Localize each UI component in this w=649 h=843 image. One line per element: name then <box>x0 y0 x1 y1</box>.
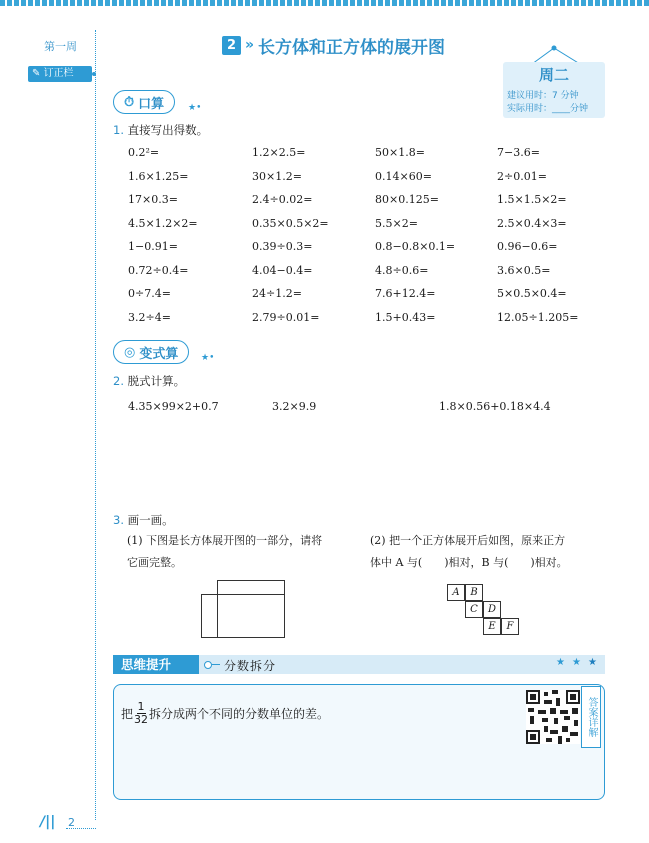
calc-item: 0.2²= <box>128 146 160 159</box>
calc-item: 0.14×60= <box>375 169 432 183</box>
calc-item: 0.35×0.5×2= <box>252 216 329 230</box>
lesson-title: 长方体和正方体的展开图 <box>258 37 446 58</box>
calc-item: 5×0.5×0.4= <box>497 287 567 300</box>
star-icon: ★ <box>556 657 565 668</box>
star-icon: ★ <box>588 657 597 668</box>
correction-column-tag: ✎ 订正栏 <box>28 66 92 82</box>
problem-prefix: 把 <box>121 707 134 721</box>
net-cell-f: F <box>501 618 519 635</box>
sub-question-2-line: (2) 把一个正方体展开后如图，原来正方 <box>370 534 566 547</box>
page-rule <box>66 828 96 829</box>
question-2-number: 2. <box>113 374 124 388</box>
week-label: 第一周 <box>44 40 77 53</box>
calc-item: 0.8−0.8×0.1= <box>375 240 456 253</box>
question-2-text: 脱式计算。 <box>127 374 186 388</box>
thinking-subtitle: 分数拆分 <box>224 659 277 673</box>
suggested-time: 建议用时：7 分钟 <box>507 91 579 101</box>
cuboid-net-top-face <box>217 580 285 595</box>
expression: 4.35×99×2+0.7 <box>128 400 219 413</box>
net-cell-d: D <box>483 601 501 618</box>
star-icon: ★• <box>188 103 202 113</box>
target-icon: ◎ <box>124 344 136 360</box>
calc-item: 80×0.125= <box>375 193 439 206</box>
expression: 1.8×0.56+0.18×4.4 <box>439 400 551 413</box>
margin-divider <box>95 30 96 820</box>
stopwatch-icon: ⏱ <box>124 94 135 110</box>
calc-item: 2÷0.01= <box>497 169 547 183</box>
lesson-header <box>222 33 445 57</box>
sub-question-2-line: 体中 A 与( )相对，B 与( )相对。 <box>370 556 568 569</box>
calc-item: 5.5×2= <box>375 216 418 230</box>
thinking-problem <box>121 701 329 726</box>
sub-question-1-line: 它画完整。 <box>127 556 182 569</box>
fraction-denominator: 32 <box>134 713 149 726</box>
lesson-number: 2 <box>222 36 241 55</box>
oral-section-header <box>113 90 175 114</box>
calc-item: 0.39÷0.3= <box>252 240 313 253</box>
calc-item: 2.79÷0.01= <box>252 310 320 324</box>
calc-item: 0.96−0.6= <box>497 240 558 253</box>
fraction-numerator: 1 <box>137 700 145 713</box>
answer-detail-label: 答案详解 <box>581 686 601 748</box>
question-3 <box>113 512 174 528</box>
calc-item: 2.4÷0.02= <box>252 193 313 206</box>
calc-item: 3.6×0.5= <box>497 263 551 277</box>
calc-item: 3.2÷4= <box>128 310 171 324</box>
calc-item: 4.8÷0.6= <box>375 263 429 277</box>
star-icon: ★ <box>572 657 581 668</box>
calc-item: 17×0.3= <box>128 193 178 206</box>
question-2 <box>113 373 185 389</box>
calc-item: 30×1.2= <box>252 169 302 183</box>
hanging-string-icon <box>530 44 582 64</box>
oral-section-title: 口算 <box>138 96 165 112</box>
cuboid-net-front-face <box>217 594 285 638</box>
top-decorative-strip <box>0 0 649 6</box>
day-name: 周二 <box>538 66 569 84</box>
correction-label: 订正栏 <box>43 68 74 79</box>
net-cell-a: A <box>447 584 465 601</box>
question-1-text: 直接写出得数。 <box>127 123 209 137</box>
calc-item: 4.04−0.4= <box>252 263 313 277</box>
calc-item: 12.05÷1.205= <box>497 310 579 324</box>
calc-item: 50×1.8= <box>375 146 425 159</box>
day-card <box>503 62 605 118</box>
calc-item: 1.5×1.5×2= <box>497 193 567 206</box>
bullet-dot-icon <box>204 661 212 669</box>
calc-item: 1.2×2.5= <box>252 146 306 159</box>
sub-question-1-line: (1) 下图是长方体展开图的一部分，请将 <box>127 534 323 547</box>
thinking-tag: 思维提升 <box>113 655 199 674</box>
calc-item: 7.6+12.4= <box>375 287 436 300</box>
question-3-number: 3. <box>113 513 124 527</box>
question-3-text: 画一画。 <box>127 513 174 527</box>
problem-suffix: 拆分成两个不同的分数单位的差。 <box>149 707 330 721</box>
variant-section-header <box>113 340 189 364</box>
sub-question-2 <box>370 530 568 574</box>
connector-line <box>212 664 220 665</box>
expression: 3.2×9.9 <box>272 400 317 413</box>
cuboid-net-side-face <box>201 594 218 638</box>
question-1 <box>113 122 208 138</box>
star-icon: ★• <box>201 353 215 363</box>
net-cell-c: C <box>465 601 483 618</box>
sub-question-1 <box>127 530 322 574</box>
page-number: 2 <box>68 816 75 829</box>
net-cell-b: B <box>465 584 483 601</box>
calc-item: 4.5×1.2×2= <box>128 216 198 230</box>
question-1-number: 1. <box>113 123 124 137</box>
chevron-right-icon: » <box>245 37 255 53</box>
calc-item: 1.6×1.25= <box>128 169 189 183</box>
calc-item: 2.5×0.4×3= <box>497 216 567 230</box>
variant-section-title: 变式算 <box>139 346 179 362</box>
fraction <box>134 701 148 726</box>
calc-item: 1.5+0.43= <box>375 310 436 324</box>
calc-item: 7−3.6= <box>497 146 540 159</box>
qr-code-icon[interactable] <box>526 690 580 744</box>
book-logo-icon: /|| <box>40 814 56 830</box>
net-cell-e: E <box>483 618 501 635</box>
calc-item: 0÷7.4= <box>128 287 171 300</box>
calc-item: 0.72÷0.4= <box>128 263 189 277</box>
actual-time: 实际用时：____分钟 <box>507 104 589 114</box>
calc-item: 24÷1.2= <box>252 287 302 300</box>
calc-item: 1−0.91= <box>128 240 178 253</box>
